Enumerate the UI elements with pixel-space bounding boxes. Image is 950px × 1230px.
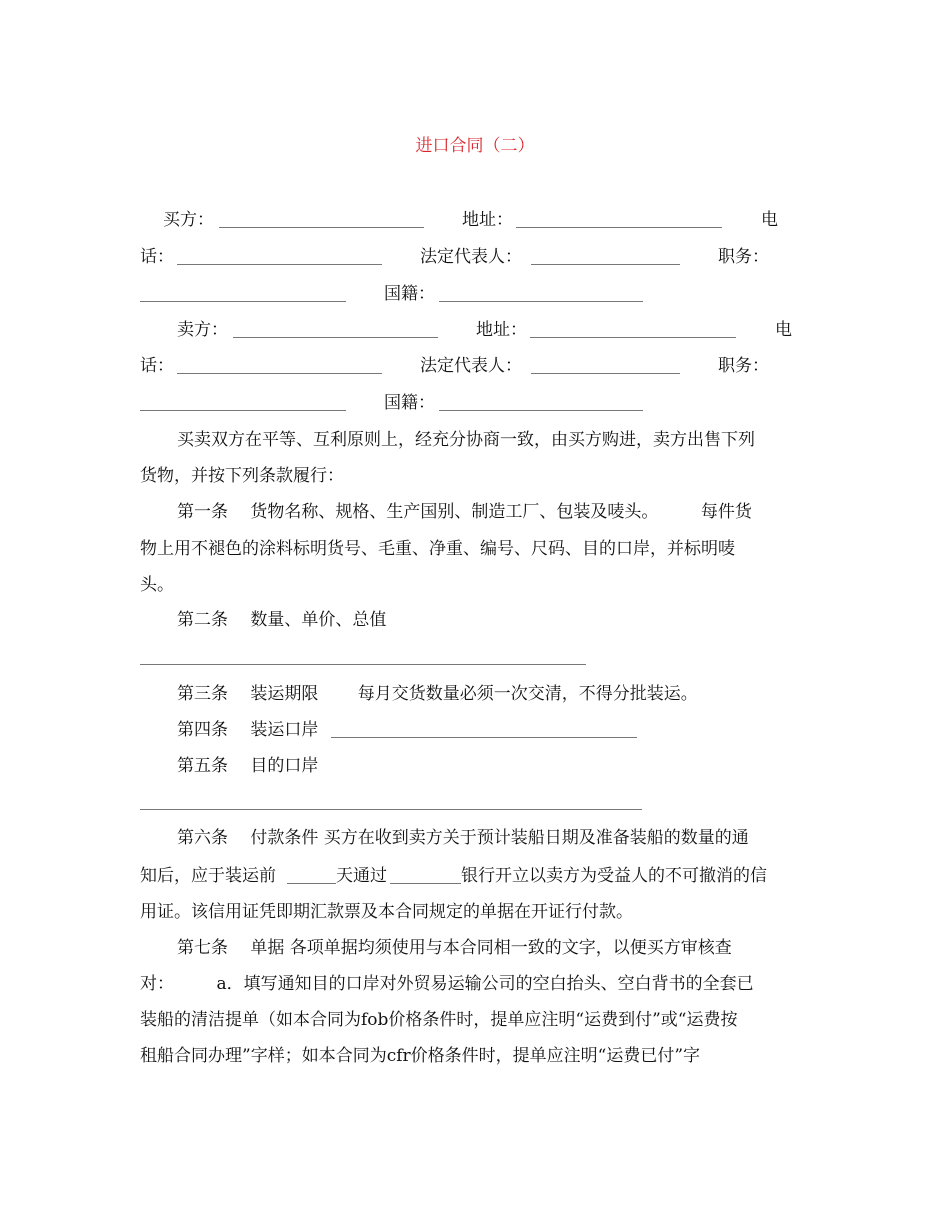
buyer-address-label: 地址： (462, 210, 513, 230)
article-4-blank[interactable] (331, 737, 637, 738)
buyer-position-label: 职务： (718, 247, 769, 267)
buyer-nationality-blank[interactable] (439, 301, 643, 302)
article-7-line-2: 对： a．填写通知目的口岸对外贸易运输公司的空白抬头、空白背书的全套已 (140, 974, 754, 994)
seller-address-blank[interactable] (530, 337, 736, 338)
buyer-phone-label-2: 话： (140, 247, 174, 267)
seller-address-label: 地址： (476, 320, 527, 340)
article-4-heading: 第四条 装运口岸 (177, 720, 319, 740)
article-2-heading: 第二条 数量、单价、总值 (177, 610, 387, 630)
article-1-line-3: 头。 (140, 575, 174, 595)
intro-line-1: 买卖双方在平等、互利原则上，经充分协商一致，由买方购进，卖方出售下列 (177, 430, 755, 450)
seller-nationality-blank[interactable] (439, 410, 643, 411)
seller-position-label: 职务： (718, 356, 769, 376)
buyer-name-blank[interactable] (219, 227, 424, 228)
document-title: 进口合同（二） (415, 136, 535, 156)
seller-label: 卖方： (177, 320, 228, 340)
buyer-address-blank[interactable] (516, 227, 722, 228)
article-3-line: 第三条 装运期限 每月交货数量必须一次交清，不得分批装运。 (177, 684, 698, 704)
article-5-heading: 第五条 目的口岸 (177, 756, 319, 776)
article-6-line-3: 用证。该信用证凭即期汇款票及本合同规定的单据在开证行付款。 (140, 902, 633, 922)
seller-rep-blank[interactable] (531, 373, 680, 374)
article-6-line-1: 第六条 付款条件 买方在收到卖方关于预计装船日期及准备装船的数量的通 (177, 828, 749, 848)
intro-line-2: 货物，并按下列条款履行： (140, 466, 344, 486)
seller-phone-label-2: 话： (140, 356, 174, 376)
article-6-line-2b: 天通过 (336, 866, 387, 886)
article-7-line-4: 租船合同办理”字样；如本合同为cfr价格条件时，提单应注明“运费已付”字 (140, 1046, 701, 1066)
article-6-line-2a: 知后，应于装运前 (140, 866, 276, 886)
article-2-blank[interactable] (140, 664, 586, 665)
article-7-line-3: 装船的清洁提单（如本合同为fob价格条件时，提单应注明“运费到付”或“运费按 (140, 1010, 738, 1030)
buyer-position-blank[interactable] (140, 301, 346, 302)
article-5-blank[interactable] (140, 809, 642, 810)
article-6-line-2c: 银行开立以卖方为受益人的不可撤消的信 (461, 866, 767, 886)
article-1-line-1: 第一条 货物名称、规格、生产国别、制造工厂、包装及唛头。 每件货 (177, 502, 752, 522)
article-6-days-blank[interactable] (287, 883, 336, 884)
buyer-phone-label-1: 电 (761, 210, 778, 230)
article-1-line-2: 物上用不褪色的涂料标明货号、毛重、净重、编号、尺码、目的口岸，并标明唛 (140, 539, 735, 559)
buyer-nationality-label: 国籍： (384, 284, 435, 304)
seller-nationality-label: 国籍： (384, 393, 435, 413)
article-6-bank-blank[interactable] (390, 883, 461, 884)
seller-rep-label: 法定代表人： (420, 356, 522, 376)
article-7-line-1: 第七条 单据 各项单据均须使用与本合同相一致的文字，以便买方审核查 (177, 938, 732, 958)
buyer-rep-label: 法定代表人： (420, 247, 522, 267)
seller-name-blank[interactable] (233, 337, 438, 338)
buyer-phone-blank[interactable] (177, 264, 382, 265)
seller-phone-label-1: 电 (775, 320, 792, 340)
seller-phone-blank[interactable] (177, 373, 382, 374)
buyer-rep-blank[interactable] (531, 264, 680, 265)
seller-position-blank[interactable] (140, 410, 346, 411)
buyer-label: 买方： (163, 210, 214, 230)
